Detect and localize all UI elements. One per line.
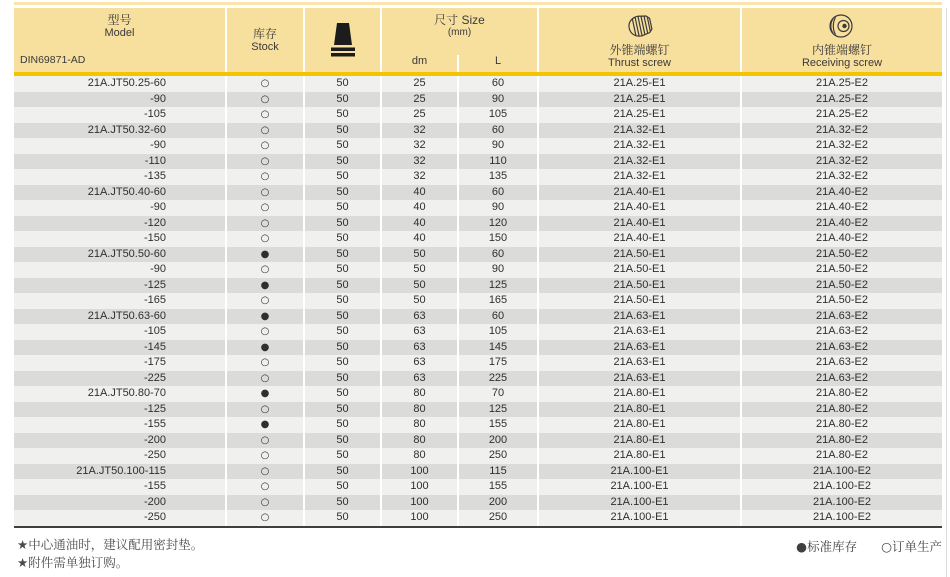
table-row	[14, 510, 942, 526]
model-cell: -125	[143, 278, 166, 291]
stock-status-cell: ○	[225, 76, 303, 92]
receiving-screw-icon	[826, 11, 858, 41]
stock-status-cell: ○	[225, 464, 303, 480]
dm-cell: 63	[380, 371, 457, 387]
stock-status-cell: ●	[225, 278, 303, 294]
tool-holder-icon	[326, 20, 360, 60]
table-header	[14, 8, 942, 72]
taper-size-cell: 50	[303, 262, 380, 278]
thrust-screw-cell: 21A.25-E1	[537, 107, 740, 123]
table-row	[14, 169, 942, 185]
table-row	[14, 200, 942, 216]
receiving-screw-label-en: Receiving screw	[801, 57, 883, 69]
stock-label-zh: 库存	[252, 26, 277, 41]
receiving-screw-cell: 21A.100-E2	[740, 495, 942, 511]
dm-cell: 50	[380, 247, 457, 263]
thrust-screw-label-en: Thrust screw	[608, 57, 671, 69]
table-row	[14, 433, 942, 449]
length-cell: 110	[457, 154, 537, 170]
model-cell: -90	[150, 263, 166, 275]
stock-status-cell: ○	[225, 154, 303, 170]
receiving-screw-cell: 21A.80-E2	[740, 448, 942, 464]
page-top-strip	[14, 2, 942, 5]
thrust-screw-cell: 21A.80-E1	[537, 433, 740, 449]
table-row	[14, 340, 942, 356]
dm-cell: 80	[380, 448, 457, 464]
thrust-screw-icon	[622, 11, 658, 41]
model-cell: -155	[143, 418, 166, 430]
dm-cell: 63	[380, 309, 457, 325]
length-cell: 150	[457, 231, 537, 247]
footnote-line-2: ★附件需单独订购。	[17, 556, 129, 570]
table-row	[14, 371, 942, 387]
stock-status-cell: ○	[225, 355, 303, 371]
taper-size-cell: 50	[303, 402, 380, 418]
column-header-model	[14, 8, 225, 72]
table-row	[14, 92, 942, 108]
dm-cell: 40	[380, 200, 457, 216]
receiving-screw-cell: 21A.63-E2	[740, 309, 942, 325]
taper-size-cell: 50	[303, 448, 380, 464]
footnote-line-1: ★中心通油时，建议配用密封垫。	[17, 538, 204, 552]
model-cell: -120	[143, 216, 166, 229]
dm-cell: 32	[380, 123, 457, 139]
model-cell: -155	[143, 480, 166, 492]
length-cell: 90	[457, 200, 537, 216]
receiving-screw-cell: 21A.50-E2	[740, 247, 942, 263]
table-row	[14, 293, 942, 309]
model-cell: -105	[143, 108, 166, 120]
receiving-screw-cell: 21A.100-E2	[740, 464, 942, 480]
catalog-table	[14, 8, 942, 528]
dm-cell: 32	[380, 138, 457, 154]
table-row	[14, 386, 942, 402]
taper-size-cell: 50	[303, 216, 380, 232]
dm-cell: 40	[380, 231, 457, 247]
table-row	[14, 402, 942, 418]
stock-status-cell: ○	[225, 324, 303, 340]
thrust-screw-cell: 21A.50-E1	[537, 262, 740, 278]
subcolumn-header-l: L	[457, 55, 537, 72]
stock-status-cell: ○	[225, 448, 303, 464]
dm-cell: 32	[380, 154, 457, 170]
receiving-screw-cell: 21A.100-E2	[740, 510, 942, 526]
dm-cell: 25	[380, 107, 457, 123]
dm-cell: 80	[380, 433, 457, 449]
taper-size-cell: 50	[303, 510, 380, 526]
receiving-screw-cell: 21A.40-E2	[740, 216, 942, 232]
dm-cell: 50	[380, 293, 457, 309]
thrust-screw-label-zh: 外锥端螺钉	[609, 43, 670, 57]
table-row	[14, 479, 942, 495]
taper-size-cell: 50	[303, 386, 380, 402]
taper-size-cell: 50	[303, 293, 380, 309]
receiving-screw-cell: 21A.25-E2	[740, 92, 942, 108]
stock-status-cell: ○	[225, 371, 303, 387]
taper-size-cell: 50	[303, 200, 380, 216]
model-cell: -150	[143, 232, 166, 244]
taper-size-cell: 50	[303, 185, 380, 201]
receiving-screw-cell: 21A.32-E2	[740, 154, 942, 170]
length-cell: 70	[457, 386, 537, 402]
length-cell: 250	[457, 448, 537, 464]
receiving-screw-cell: 21A.32-E2	[740, 138, 942, 154]
table-row	[14, 495, 942, 511]
stock-status-cell: ○	[225, 169, 303, 185]
taper-size-cell: 50	[303, 355, 380, 371]
thrust-screw-cell: 21A.100-E1	[537, 464, 740, 480]
thrust-screw-cell: 21A.32-E1	[537, 169, 740, 185]
receiving-screw-cell: 21A.63-E2	[740, 324, 942, 340]
model-cell: -90	[150, 201, 166, 213]
model-cell: 21A.JT50.40-60	[87, 185, 166, 198]
model-label-zh: 型号	[107, 13, 132, 27]
model-cell: -165	[143, 294, 166, 306]
taper-size-cell: 50	[303, 231, 380, 247]
table-row	[14, 324, 942, 340]
column-header-size	[380, 8, 537, 72]
dm-cell: 63	[380, 355, 457, 371]
dm-cell: 25	[380, 92, 457, 108]
length-cell: 225	[457, 371, 537, 387]
size-subheader-row	[382, 55, 537, 72]
thrust-screw-cell: 21A.100-E1	[537, 495, 740, 511]
taper-size-cell: 50	[303, 92, 380, 108]
dm-cell: 63	[380, 340, 457, 356]
length-cell: 165	[457, 293, 537, 309]
model-cell: -175	[143, 356, 166, 368]
thrust-screw-cell: 21A.63-E1	[537, 371, 740, 387]
stock-label-en: Stock	[251, 40, 279, 53]
stock-status-cell: ○	[225, 262, 303, 278]
size-label	[382, 13, 537, 27]
length-cell: 90	[457, 262, 537, 278]
table-row	[14, 231, 942, 247]
model-cell: -250	[143, 449, 166, 461]
taper-size-cell: 50	[303, 340, 380, 356]
thrust-screw-cell: 21A.63-E1	[537, 309, 740, 325]
length-cell: 60	[457, 309, 537, 325]
length-cell: 60	[457, 76, 537, 92]
stock-status-cell: ○	[225, 433, 303, 449]
stock-status-cell: ○	[225, 138, 303, 154]
receiving-screw-cell: 21A.50-E2	[740, 278, 942, 294]
stock-legend	[796, 537, 942, 555]
stock-status-cell: ○	[225, 231, 303, 247]
taper-size-cell: 50	[303, 324, 380, 340]
length-cell: 105	[457, 107, 537, 123]
model-cell: -200	[143, 433, 166, 446]
model-cell: 21A.JT50.32-60	[87, 123, 166, 136]
length-cell: 120	[457, 216, 537, 232]
column-header-receiving-screw	[740, 8, 942, 72]
model-cell: 21A.JT50.50-60	[87, 247, 166, 260]
receiving-screw-cell: 21A.40-E2	[740, 200, 942, 216]
dm-cell: 40	[380, 216, 457, 232]
footnotes	[17, 536, 203, 572]
thrust-screw-cell: 21A.50-E1	[537, 278, 740, 294]
taper-size-cell: 50	[303, 495, 380, 511]
column-header-thrust-screw	[537, 8, 740, 72]
stock-status-cell: ●	[225, 386, 303, 402]
dm-cell: 100	[380, 479, 457, 495]
table-row	[14, 107, 942, 123]
receiving-screw-cell: 21A.50-E2	[740, 262, 942, 278]
dm-cell: 32	[380, 169, 457, 185]
thrust-screw-cell: 21A.63-E1	[537, 340, 740, 356]
thrust-screw-cell: 21A.80-E1	[537, 448, 740, 464]
thrust-screw-cell: 21A.50-E1	[537, 293, 740, 309]
model-cell: -125	[143, 402, 166, 415]
thrust-screw-cell: 21A.40-E1	[537, 216, 740, 232]
table-row	[14, 278, 942, 294]
table-row	[14, 262, 942, 278]
receiving-screw-cell: 21A.25-E2	[740, 107, 942, 123]
thrust-screw-cell: 21A.32-E1	[537, 123, 740, 139]
column-header-stock	[225, 8, 303, 72]
dm-cell: 40	[380, 185, 457, 201]
length-cell: 90	[457, 138, 537, 154]
dm-cell: 50	[380, 278, 457, 294]
stock-status-cell: ●	[225, 247, 303, 263]
stock-status-cell: ○	[225, 200, 303, 216]
taper-size-cell: 50	[303, 247, 380, 263]
dm-cell: 100	[380, 510, 457, 526]
receiving-screw-cell: 21A.25-E2	[740, 76, 942, 92]
table-row	[14, 154, 942, 170]
dm-cell: 100	[380, 495, 457, 511]
model-cell: -200	[143, 495, 166, 508]
stock-status-cell: ●	[225, 340, 303, 356]
stock-status-cell: ●	[225, 417, 303, 433]
stock-status-cell: ○	[225, 92, 303, 108]
length-cell: 145	[457, 340, 537, 356]
table-row	[14, 216, 942, 232]
model-cell: -225	[143, 371, 166, 384]
taper-size-cell: 50	[303, 479, 380, 495]
taper-size-cell: 50	[303, 278, 380, 294]
receiving-screw-cell: 21A.63-E2	[740, 340, 942, 356]
stock-status-cell: ○	[225, 293, 303, 309]
taper-size-cell: 50	[303, 169, 380, 185]
size-unit-label: (mm)	[447, 27, 472, 38]
stock-status-cell: ○	[225, 495, 303, 511]
length-cell: 175	[457, 355, 537, 371]
thrust-screw-cell: 21A.25-E1	[537, 76, 740, 92]
dm-cell: 100	[380, 464, 457, 480]
table-row	[14, 464, 942, 480]
receiving-screw-cell: 21A.80-E2	[740, 433, 942, 449]
stock-status-cell: ●	[225, 309, 303, 325]
receiving-screw-cell: 21A.63-E2	[740, 355, 942, 371]
length-cell: 60	[457, 247, 537, 263]
size-label-en: Size	[461, 13, 485, 27]
thrust-screw-cell: 21A.32-E1	[537, 154, 740, 170]
length-cell: 155	[457, 417, 537, 433]
legend-standard-stock: ●标准库存	[796, 539, 858, 554]
thrust-screw-cell: 21A.40-E1	[537, 185, 740, 201]
table-row	[14, 123, 942, 139]
receiving-screw-cell: 21A.80-E2	[740, 402, 942, 418]
thrust-screw-cell: 21A.80-E1	[537, 417, 740, 433]
thrust-screw-cell: 21A.63-E1	[537, 324, 740, 340]
receiving-screw-cell: 21A.32-E2	[740, 169, 942, 185]
thrust-screw-cell: 21A.80-E1	[537, 386, 740, 402]
model-cell: -135	[143, 170, 166, 182]
legend-order-production: ○订单生产	[881, 539, 942, 554]
table-row	[14, 309, 942, 325]
dm-cell: 50	[380, 262, 457, 278]
taper-size-cell: 50	[303, 309, 380, 325]
dm-cell: 80	[380, 402, 457, 418]
length-cell: 60	[457, 185, 537, 201]
taper-size-cell: 50	[303, 76, 380, 92]
receiving-screw-label-zh: 内锥端螺钉	[811, 43, 872, 57]
thrust-screw-cell: 21A.25-E1	[537, 92, 740, 108]
thrust-screw-cell: 21A.100-E1	[537, 510, 740, 526]
dm-cell: 63	[380, 324, 457, 340]
dm-cell: 80	[380, 386, 457, 402]
length-cell: 125	[457, 402, 537, 418]
taper-size-cell: 50	[303, 107, 380, 123]
receiving-screw-cell: 21A.40-E2	[740, 185, 942, 201]
taper-size-cell: 50	[303, 371, 380, 387]
subcolumn-header-dm: dm	[411, 55, 428, 67]
thrust-screw-cell: 21A.40-E1	[537, 200, 740, 216]
model-cell: 21A.JT50.63-60	[87, 309, 166, 322]
stock-status-cell: ○	[225, 107, 303, 123]
length-cell: 200	[457, 433, 537, 449]
length-cell: 90	[457, 92, 537, 108]
table-row	[14, 76, 942, 92]
column-header-holder	[303, 8, 380, 72]
model-cell: -105	[143, 325, 166, 337]
table-row	[14, 417, 942, 433]
stock-status-cell: ○	[225, 216, 303, 232]
taper-size-cell: 50	[303, 154, 380, 170]
thrust-screw-cell: 21A.50-E1	[537, 247, 740, 263]
model-cell: -110	[144, 154, 166, 167]
thrust-screw-cell: 21A.63-E1	[537, 355, 740, 371]
stock-status-cell: ○	[225, 510, 303, 526]
model-cell: -90	[150, 139, 166, 151]
model-cell: -250	[143, 511, 166, 523]
table-row	[14, 448, 942, 464]
table-row	[14, 247, 942, 263]
length-cell: 200	[457, 495, 537, 511]
thrust-screw-cell: 21A.40-E1	[537, 231, 740, 247]
model-label-en: Model	[104, 27, 135, 39]
length-cell: 60	[457, 123, 537, 139]
length-cell: 135	[457, 169, 537, 185]
model-standard-label: DIN69871-AD	[20, 54, 86, 66]
model-cell: 21A.JT50.100-115	[76, 464, 166, 477]
receiving-screw-cell: 21A.80-E2	[740, 417, 942, 433]
stock-status-cell: ○	[225, 402, 303, 418]
model-cell: -90	[150, 92, 166, 105]
length-cell: 125	[457, 278, 537, 294]
taper-size-cell: 50	[303, 123, 380, 139]
length-cell: 105	[457, 324, 537, 340]
taper-size-cell: 50	[303, 433, 380, 449]
receiving-screw-cell: 21A.50-E2	[740, 293, 942, 309]
size-label-zh: 尺寸	[434, 13, 459, 27]
taper-size-cell: 50	[303, 417, 380, 433]
receiving-screw-cell: 21A.80-E2	[740, 386, 942, 402]
length-cell: 155	[457, 479, 537, 495]
thrust-screw-cell: 21A.80-E1	[537, 402, 740, 418]
table-row	[14, 355, 942, 371]
table-row	[14, 185, 942, 201]
taper-size-cell: 50	[303, 138, 380, 154]
length-cell: 250	[457, 510, 537, 526]
receiving-screw-cell: 21A.40-E2	[740, 231, 942, 247]
model-cell: -145	[143, 340, 166, 353]
receiving-screw-cell: 21A.32-E2	[740, 123, 942, 139]
stock-status-cell: ○	[225, 185, 303, 201]
page-edge-line	[946, 8, 947, 577]
table-body	[14, 76, 942, 528]
receiving-screw-cell: 21A.63-E2	[740, 371, 942, 387]
dm-cell: 25	[380, 76, 457, 92]
model-cell: 21A.JT50.25-60	[87, 77, 166, 89]
stock-status-cell: ○	[225, 123, 303, 139]
stock-status-cell: ○	[225, 479, 303, 495]
dm-cell: 80	[380, 417, 457, 433]
table-row	[14, 138, 942, 154]
thrust-screw-cell: 21A.32-E1	[537, 138, 740, 154]
thrust-screw-cell: 21A.100-E1	[537, 479, 740, 495]
length-cell: 115	[457, 464, 537, 480]
model-cell: 21A.JT50.80-70	[87, 387, 166, 399]
taper-size-cell: 50	[303, 464, 380, 480]
receiving-screw-cell: 21A.100-E2	[740, 479, 942, 495]
